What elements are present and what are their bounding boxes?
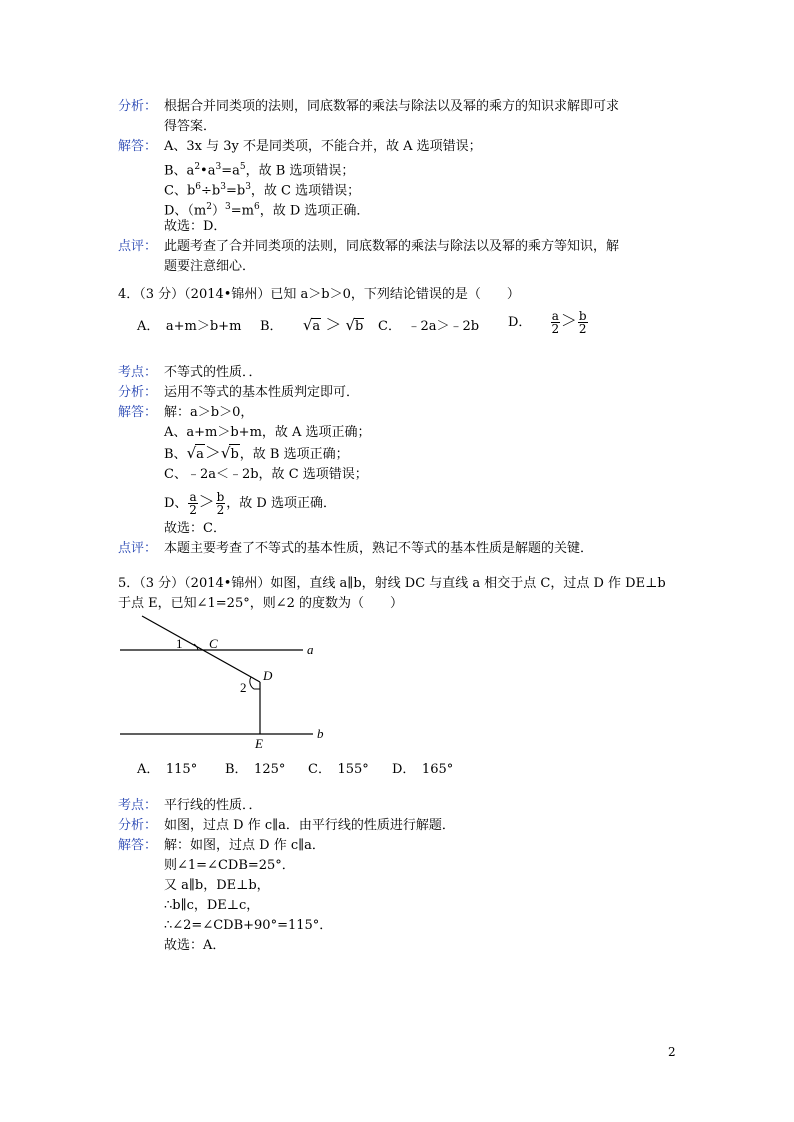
parallel-lines-figure [110,612,340,752]
answer-choose: 故选：A． [164,938,226,953]
answer-line: 解：如图，过点 D 作 c∥a． [164,838,325,853]
answer-line: ∴∠2=∠CDB+90°=115°． [164,918,333,933]
page-number: 2 [668,1045,676,1059]
q4-answer-choose-row [118,519,688,539]
q4-answer-row [118,403,688,423]
analysis-label: 分析： [118,385,158,400]
q4-solution [118,363,688,559]
q3-answer-d-row [118,197,688,217]
label-1: 1 [176,636,183,651]
q4-analysis-row [118,383,688,403]
answer-option-c: C、﹣2a＜﹣2b，故 C 选项错误； [164,467,368,482]
answer-option-d: D、 $\frac{a}{2}$ ＞ $\frac{b}{2}$ ，故 D 选项正确． [164,490,336,517]
fraction-a-over-2: $\frac{a}{2}$ [551,309,560,336]
label-C: C [209,636,218,651]
kaodian-text: 平行线的性质．． [164,798,262,813]
answer-label: 解答： [118,838,158,853]
q5-answer-row-5 [118,916,688,936]
kaodian-label: 考点： [118,798,158,813]
q3-answer-b-row [118,157,688,177]
comment-label: 点评： [118,541,158,556]
q5-analysis-row [118,816,688,836]
analysis-text-cont: 得答案． [164,119,217,134]
label-D: D [263,668,273,683]
ray-dc [142,616,260,682]
analysis-label: 分析： [118,818,158,833]
label-2: 2 [240,680,247,695]
answer-line: ∴b∥c，DE⊥c， [164,898,260,913]
q5-stem-line-1: 5．（3 分）（2014•锦州）如图，直线 a∥b，射线 DC 与直线 a 相交于点 C，过点 D 作 DE⊥b [118,576,666,591]
q4-answer-c-row [118,465,688,485]
analysis-text: 运用不等式的基本性质判定即可． [164,385,360,400]
q5-option-b: B． 125° [225,762,286,777]
kaodian-label: 考点： [118,365,158,380]
q5-answer-row [118,836,688,856]
label-b: b [317,726,324,741]
comment-text: 此题考查了合并同类项的法则，同底数幂的乘法与除法以及幂的乘方等知识，解 [164,239,620,254]
q3-solution [118,97,688,277]
q5-stem-line-2: 于点 E，已知∠1=25°，则∠2 的度数为（ ） [118,596,404,611]
q4-kaodian-row [118,363,688,383]
q5-answer-row-3 [118,876,688,896]
answer-option-b: B、$a^2•a^3=a^5$，故 B 选项错误； [164,162,355,179]
q3-comment-row [118,237,688,257]
q4-comment-row [118,539,688,559]
q5-solution [118,796,688,956]
q4-stem: 4．（3 分）（2014•锦州）已知 a＞b＞0，下列结论错误的是（ ） [118,287,520,302]
q5-answer-row-2 [118,856,688,876]
q4-answer-d-row [118,485,688,519]
kaodian-text: 不等式的性质．． [164,365,262,380]
analysis-label: 分析： [118,99,158,114]
answer-option-a: A、3x 与 3y 不是同类项，不能合并，故 A 选项错误； [164,139,482,154]
q4-option-c: C． ﹣2a＞﹣2b [378,319,480,334]
comment-label: 点评： [118,239,158,254]
answer-line: 则∠1=∠CDB=25°． [164,858,295,873]
analysis-text: 如图，过点 D 作 c∥a．由平行线的性质进行解题． [164,818,455,833]
angle-1-arc [194,644,198,650]
answer-label: 解答： [118,405,158,420]
answer-label: 解答： [118,139,158,154]
answer-option-d: D、$(m^2)^3=m^6$，故 D 选项正确． [164,202,370,219]
q3-analysis-row [118,97,688,117]
q5-option-c: C． 155° [308,762,369,777]
q3-comment-row-2 [118,257,688,277]
label-a: a [307,642,314,657]
q3-answer-choose-row [118,217,688,237]
q3-analysis-row-2 [118,117,688,137]
answer-option-a: A、a+m＞b+m，故 A 选项正确； [164,425,371,440]
q3-answer-row [118,137,688,157]
q5-answer-row-6 [118,936,688,956]
answer-intro: 解：a＞b＞0， [164,405,254,420]
fraction-b-over-2: $\frac{b}{2}$ [578,309,587,336]
comment-text-cont: 题要注意细心． [164,259,256,274]
q4-option-a: A． a+m＞b+m [137,319,242,334]
answer-choose: 故选：C． [164,521,226,536]
q4-answer-b-row [118,443,688,465]
q4-option-b: B． √a ＞ √b [260,315,364,334]
q5-option-a: A． 115° [137,762,198,777]
answer-option-c: C、$b^6\div b^3=b^3$，故 C 选项错误； [164,182,361,199]
q4-answer-a-row [118,423,688,443]
comment-text: 本题主要考查了不等式的基本性质，熟记不等式的基本性质是解题的关键． [164,541,594,556]
answer-line: 又 a∥b，DE⊥b， [164,878,270,893]
label-E: E [255,736,263,751]
q5-option-d: D． 165° [392,762,454,777]
q5-kaodian-row [118,796,688,816]
q4-option-d: D． $\frac{a}{2}$ ＞ $\frac{b}{2}$ [508,309,587,336]
analysis-text: 根据合并同类项的法则，同底数幂的乘法与除法以及幂的乘方的知识求解即可求 [164,99,620,114]
q3-answer-c-row [118,177,688,197]
answer-option-b: B、√a＞√b，故 B 选项正确； [164,443,349,465]
answer-choose: 故选：D． [164,219,227,234]
q5-answer-row-4 [118,896,688,916]
